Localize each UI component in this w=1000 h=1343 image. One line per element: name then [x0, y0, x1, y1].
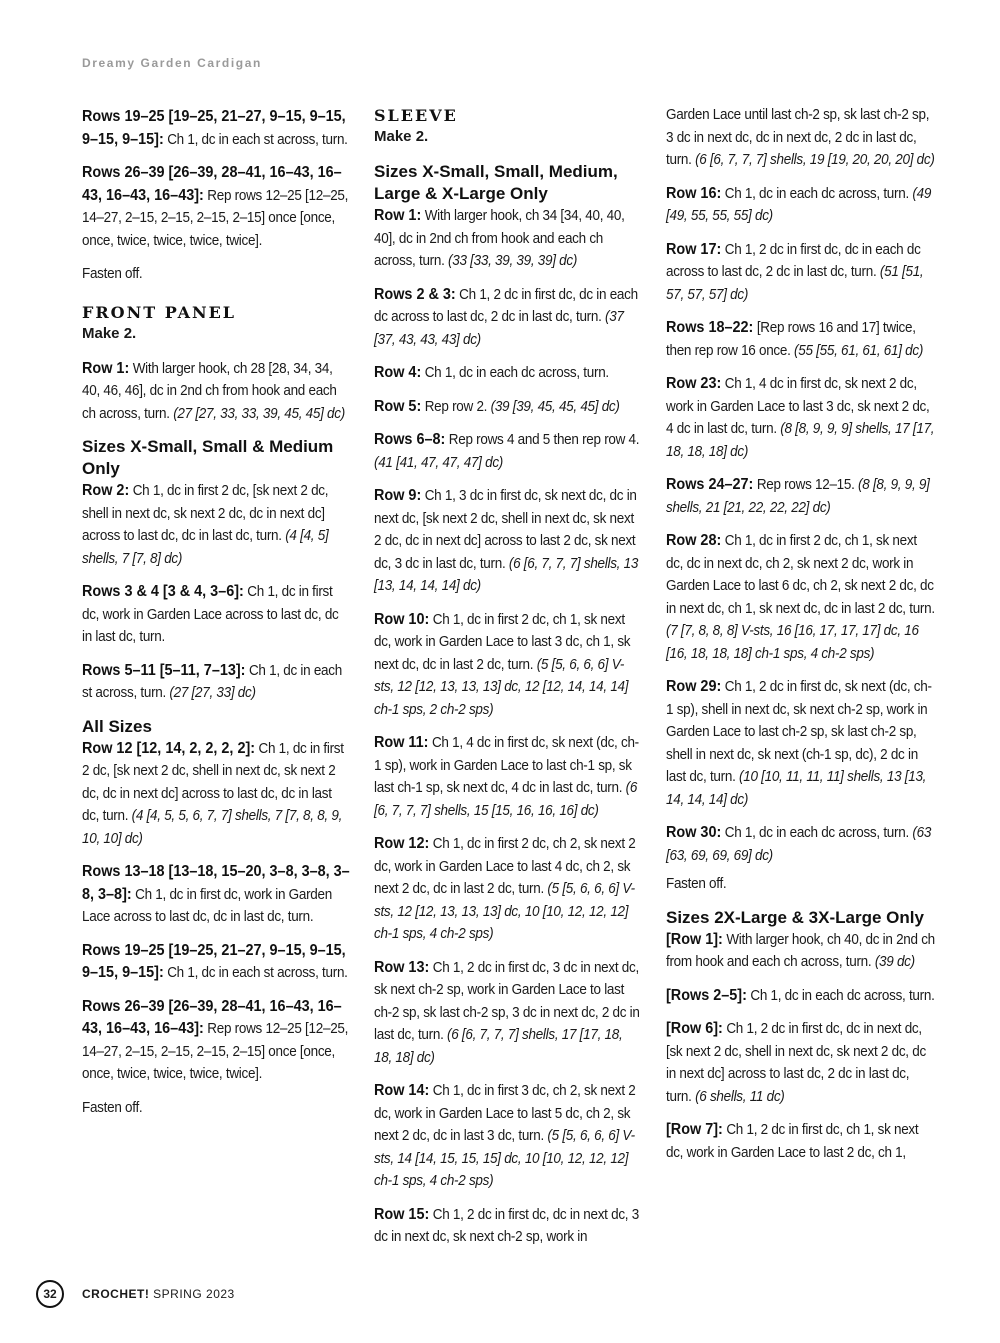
- instruction-paragraph: Row 1: With larger hook, ch 34 [34, 40, 40, 40], dc in 2nd ch from hook and each ch across, turn. (33 [33, 39, 39, 39] dc): [374, 207, 625, 269]
- instruction-paragraph: Row 16: Ch 1, dc in each dc across, turn. (49 [49, 55, 55, 55] dc): [666, 184, 932, 224]
- size-subheading: Sizes X-Small, Small & Medium Only: [82, 437, 334, 478]
- instruction-paragraph: Rows 2 & 3: Ch 1, 2 dc in first dc, dc in each dc across to last dc, 2 dc in last dc, turn. (37 [37, 43, 43, 43] dc): [374, 285, 638, 348]
- instruction-paragraph: Rows 19–25 [19–25, 21–27, 9–15, 9–15, 9–15, 9–15]: Ch 1, dc in each st across, turn.: [82, 108, 348, 148]
- make-count: Make 2.: [374, 128, 429, 145]
- instruction-paragraph: Row 30: Ch 1, dc in each dc across, turn. (63 [63, 69, 69, 69] dc): [666, 824, 932, 864]
- instruction-paragraph: Row 15: Ch 1, 2 dc in first dc, dc in next dc, 3 dc in next dc, sk next ch-2 sp, work in: [374, 1205, 639, 1245]
- page-footer: [36, 1280, 235, 1308]
- section-title-front-panel: FRONT PANEL: [82, 302, 237, 322]
- make-count: Make 2.: [82, 324, 137, 342]
- instruction-paragraph: Row 29: Ch 1, 2 dc in first dc, sk next (dc, ch-1 sp), shell in next dc, sk next ch-2 sp, work in Garden Lace to last ch-2 sp, sk last ch-2 sp, shell in next dc, sk next (ch-1 sp, dc), 2 dc in last dc, turn. (10 [10, 11, 11, 11] shells, 13 [13, 14, 14, 14] dc): [666, 678, 932, 808]
- instruction-paragraph: Row 12: Ch 1, dc in first 2 dc, ch 2, sk next 2 dc, work in Garden Lace to last 4 dc, ch 2, sk next 2 dc, dc in last 2 dc, turn. (5 [5, 6, 6, 6] V-sts, 12 [12, 13, 13, 13] dc, 10 [10, 12, 12, 12] ch-1 sps, 4 ch-2 sps): [374, 835, 636, 942]
- instruction-paragraph: Row 2: Ch 1, dc in first 2 dc, [sk next 2 dc, shell in next dc, sk next 2 dc, dc in next dc] across to last dc, dc in last dc, turn. (4 [4, 5] shells, 7 [7, 8] dc): [82, 482, 329, 567]
- instruction-paragraph: [Row 7]: Ch 1, 2 dc in first dc, ch 1, sk next dc, work in Garden Lace to last 2 dc, ch 1,: [666, 1121, 919, 1161]
- size-subheading: Sizes 2X-Large & 3X-Large Only: [666, 907, 924, 927]
- instruction-paragraph: Row 13: Ch 1, 2 dc in first dc, 3 dc in next dc, sk next ch-2 sp, work in Garden Lace to last ch-2 sp, sk last ch-2 sp, 3 dc in next dc, 2 dc in last dc, turn. (6 [6, 7, 7, 7] shells, 17 [17, 18, 18, 18] dc): [374, 958, 640, 1066]
- section-title-sleeve: SLEEVE: [374, 106, 458, 125]
- instruction-paragraph: [Rows 2–5]: Ch 1, dc in each dc across, turn.: [666, 986, 935, 1004]
- running-head: Dreamy Garden Cardigan: [82, 56, 262, 70]
- instruction-paragraph: Rows 18–22: [Rep rows 16 and 17] twice, then rep row 16 once. (55 [55, 61, 61, 61] dc): [666, 319, 924, 359]
- instruction-paragraph: Row 10: Ch 1, dc in first 2 dc, ch 1, sk next dc, work in Garden Lace to last 3 dc, ch 1, sk next dc, dc in last 2 dc, turn. (5 [5, 6, 6, 6] V-sts, 12 [12, 13, 13, 13] dc, 12 [12, 14, 14, 14] ch-1 sps, 2 ch-2 sps): [374, 610, 631, 718]
- instruction-paragraph: Row 1: With larger hook, ch 28 [28, 34, 34, 40, 46, 46], dc in 2nd ch from hook and each ch across, turn. (27 [27, 33, 33, 39, 45, 45] dc): [82, 359, 345, 422]
- magazine-issue: SPRING 2023: [153, 1287, 235, 1301]
- fasten-off-text: Fasten off.: [82, 266, 143, 282]
- instruction-paragraph: Rows 5–11 [5–11, 7–13]: Ch 1, dc in each st across, turn. (27 [27, 33] dc): [82, 661, 342, 701]
- column-2: [374, 106, 644, 1260]
- magazine-credit: [82, 1287, 235, 1301]
- instruction-paragraph: [Row 6]: Ch 1, 2 dc in first dc, dc in next dc, [sk next 2 dc, shell in next dc, sk next 2 dc, dc in next dc] across to last dc, 2 dc in last dc, turn. (6 shells, 11 dc): [666, 1020, 926, 1105]
- column-3: [666, 104, 936, 1175]
- instruction-paragraph: Rows 3 & 4 [3 & 4, 3–6]: Ch 1, dc in first dc, work in Garden Lace across to last dc, dc in last dc, turn.: [82, 583, 339, 645]
- instruction-paragraph: Garden Lace until last ch-2 sp, sk last ch-2 sp, 3 dc in next dc, dc in next dc, 2 dc in last dc, turn. (6 [6, 7, 7, 7] shells, 19 [19, 20, 20, 20] dc): [666, 107, 935, 168]
- instruction-paragraph: [Row 1]: With larger hook, ch 40, dc in 2nd ch from hook and each ch across, turn. (39 dc): [666, 930, 935, 970]
- size-subheading: All Sizes: [82, 716, 152, 736]
- instruction-paragraph: Row 11: Ch 1, 4 dc in first dc, sk next (dc, ch-1 sp), work in Garden Lace to last ch-1 sp, sk last ch-1 sp, sk next dc, 4 dc in last dc, turn. (6 [6, 7, 7, 7] shells, 15 [15, 16, 16, 16] dc): [374, 734, 639, 819]
- magazine-name: CROCHET!: [82, 1287, 150, 1301]
- fasten-off-text: Fasten off.: [666, 876, 727, 892]
- instruction-paragraph: Rows 24–27: Rep rows 12–15. (8 [8, 9, 9, 9] shells, 21 [21, 22, 22, 22] dc): [666, 476, 930, 516]
- instruction-paragraph: Rows 26–39 [26–39, 28–41, 16–43, 16–43, 16–43, 16–43]: Rep rows 12–25 [12–25, 14–27, 2–15, 2–15, 2–15, 2–15] once [once, once, twice, twice, twice, twice].: [82, 997, 349, 1082]
- size-subheading: Sizes X-Small, Small, Medium, Large & X-Large Only: [374, 162, 618, 203]
- fasten-off-text: Fasten off.: [82, 1099, 143, 1116]
- instruction-paragraph: Row 17: Ch 1, 2 dc in first dc, dc in each dc across to last dc, 2 dc in last dc, turn. (51 [51, 57, 57, 57] dc): [666, 240, 924, 303]
- page-number: 32: [36, 1280, 64, 1308]
- instruction-paragraph: Row 5: Rep row 2. (39 [39, 45, 45, 45] dc): [374, 397, 620, 415]
- instruction-paragraph: Rows 13–18 [13–18, 15–20, 3–8, 3–8, 3–8, 3–8]: Ch 1, dc in first dc, work in Garden Lace across to last dc, dc in last dc, turn.: [82, 863, 350, 925]
- instruction-paragraph: Rows 26–39 [26–39, 28–41, 16–43, 16–43, 16–43, 16–43]: Rep rows 12–25 [12–25, 14–27, 2–15, 2–15, 2–15, 2–15] once [once, once, twice, twice, twice, twice].: [82, 164, 349, 249]
- instruction-paragraph: Row 12 [12, 14, 2, 2, 2, 2]: Ch 1, dc in first 2 dc, [sk next 2 dc, shell in next dc, sk next 2 dc, dc in next dc] across to last dc, dc in last dc, turn. (4 [4, 5, 5, 6, 7, 7] shells, 7 [7, 8, 8, 9, 10, 10] dc): [82, 739, 344, 847]
- instruction-paragraph: Row 4: Ch 1, dc in each dc across, turn.: [374, 364, 609, 381]
- instruction-paragraph: Row 23: Ch 1, 4 dc in first dc, sk next 2 dc, work in Garden Lace to last 3 dc, sk next 2 dc, 4 dc in last dc, turn. (8 [8, 9, 9, 9] shells, 17 [17, 18, 18, 18] dc): [666, 375, 935, 460]
- instruction-paragraph: Rows 6–8: Rep rows 4 and 5 then rep row 4. (41 [41, 47, 47, 47] dc): [374, 431, 640, 471]
- instruction-paragraph: Rows 19–25 [19–25, 21–27, 9–15, 9–15, 9–15, 9–15]: Ch 1, dc in each st across, turn.: [82, 941, 348, 981]
- instruction-paragraph: Row 9: Ch 1, 3 dc in first dc, sk next dc, dc in next dc, [sk next 2 dc, shell in next dc, sk next 2 dc, dc in next dc] across to last 2 dc, sk next dc, 3 dc in last dc, turn. (6 [6, 7, 7, 7] shells, 13 [13, 14, 14, 14] dc): [374, 487, 639, 594]
- instruction-paragraph: Row 14: Ch 1, dc in first 3 dc, ch 2, sk next 2 dc, work in Garden Lace to last 5 dc, ch 2, sk next 2 dc, dc in last 3 dc, turn. (5 [5, 6, 6, 6] V-sts, 14 [14, 15, 15, 15] dc, 10 [10, 12, 12, 12] ch-1 sps, 4 ch-2 sps): [374, 1082, 636, 1189]
- column-1: [82, 106, 352, 1130]
- instruction-paragraph: Row 28: Ch 1, dc in first 2 dc, ch 1, sk next dc, dc in next dc, ch 2, sk next 2 dc, work in Garden Lace to last 6 dc, ch 2, sk next 2 dc, dc in next dc, ch 1, sk next dc, dc in last 2 dc, turn. (7 [7, 8, 8, 8] V-sts, 16 [16, 17, 17, 17] dc, 16 [16, 18, 18, 18] ch-1 sps, 4 ch-2 sps): [666, 532, 935, 662]
